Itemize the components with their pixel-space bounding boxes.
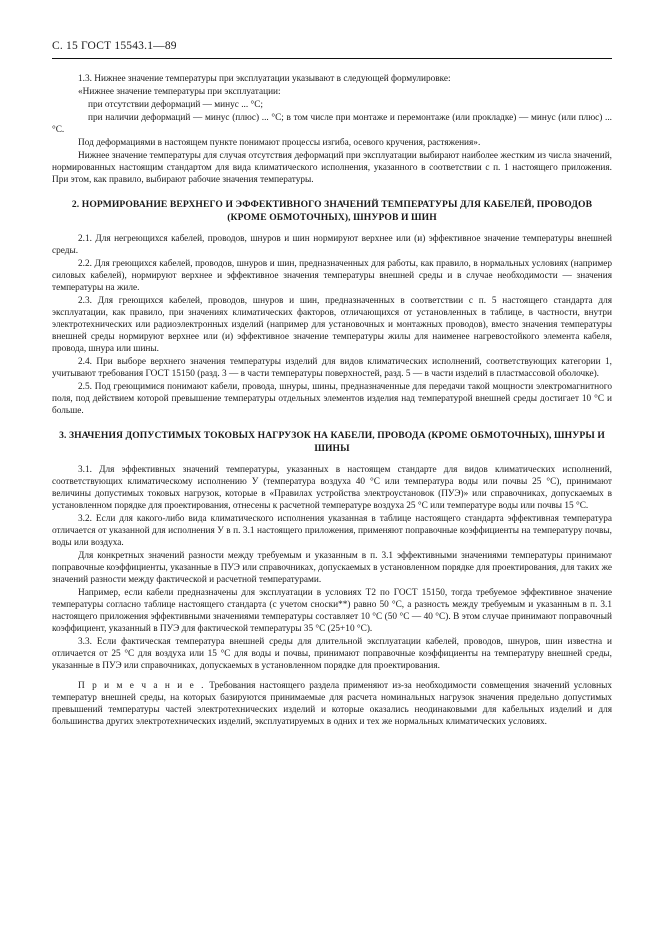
note-paragraph [52,680,612,728]
paragraph-2-1: 2.1. Для негреющихся кабелей, проводов, шнуров и шин нормируют верхнее или (и) эффективное значение температуры внешней среды. [52,234,612,256]
page-header: С. 15 ГОСТ 15543.1—89 [52,40,177,52]
paragraph-3-3: 3.3. Если фактическая температура внешней среды для длительной эксплуатации кабелей, проводов, шнуров, шин известна и отличается от 25 °С для воздуха или 15 °С для воды и почвы, принимают поправочные коэффициенты на температуру внешней среды, указанные в ПУЭ или справочниках, допускаемых в установленном порядке для проектирования. [52,637,612,671]
paragraph-3-1: 3.1. Для эффективных значений температуры, указанных в настоящем стандарте для видов климатических исполнений, соответствующих климатическому исполнению У (температура воздуха 40 °С или температура воды или почвы 25 °С), принимают величины допустимых токовых нагрузок, которые в «Правилах устройства электроустановок (ПУЭ)» или справочниках, допускаемых в установленном порядке для проектирования, отнесены к расчетной температуре воздуха 25 °С или температуре воды или почвы 15 °С. [52,465,612,511]
header-divider [52,58,612,59]
paragraph-1-3-withdeform: при наличии деформаций — минус (плюс) ... °С; в том числе при монтаже и перемонтаже (или прокладке) — минус (или плюс) ... °С. [52,113,612,135]
paragraph-3-2-example: Например, если кабели предназначены для эксплуатации в условиях Т2 по ГОСТ 15150, тогда требуемое эффективное значение температуры согласно таблице настоящего стандарта (с учетом сноски**) равно 50 °С, а разность между требуемым и указанным в п. 3.1 настоящего приложения эффективными значениями температуры составляет 10 °С (50 °С — 40 °С). В этом случае принимают поправочный коэффициент, указанный в ПУЭ для фактической температуры 35 °С (25+10 °С). [52,588,612,634]
paragraph-3-2-detail: Для конкретных значений разности между требуемым и указанным в п. 3.1 эффективными значениями температуры принимают поправочные коэффициенты, указанные в ПУЭ или справочниках, допускаемых в установленном порядке для проектирования, для таких же значений разности между фактической и расчетной температурами. [52,551,612,585]
paragraph-1-3-nodeform: при отсутствии деформаций — минус ... °С; [88,100,264,110]
paragraph-1-3-deform-def: Под деформациями в настоящем пункте понимают процессы изгиба, осевого кручения, растяжения». [78,138,481,148]
paragraph-2-4: 2.4. При выборе верхнего значения температуры изделий для видов климатических исполнений, соответствующих категории 1, учитывают требования ГОСТ 15150 (разд. 3 — в части температуры поверхностей, разд. 5 — в части изделий в пластмассовой оболочке). [52,357,612,379]
page-content [52,40,612,729]
paragraph-2-3: 2.3. Для греющихся кабелей, проводов, шнуров и шин, предназначенных в соответствии с п. 5 настоящего стандарта для эксплуатации, как правило, при значениях климатических факторов, отличающихся от установленных в таблице, в частности, внутри электротехнических или радиоэлектронных изделий (например для установочных и монтажных проводов), вместо значения температуры внешней среды нормируют верхнее или (и) эффективное значение температуры жилы для наименее нагревостойкого элемента кабеля, провода, шнура или шины. [52,296,612,354]
paragraph-1-3-selection: Нижнее значение температуры для случая отсутствия деформаций при эксплуатации выбирают наиболее жестким из числа значений, нормированных настоящим стандартом для вида климатического исполнения, указанного в соответствии с п. 1 настоящего приложения. При этом, как правило, выбирают рабочие значения температуры. [52,151,612,185]
paragraph-1-3-intro: 1.3. Нижнее значение температуры при эксплуатации указывают в следующей формулировке: [78,74,451,84]
paragraph-1-3-quote: «Нижнее значение температуры при эксплуатации: [78,87,281,97]
note-label: П р и м е ч а н и е . [78,681,206,691]
section-heading-3: 3. ЗНАЧЕНИЯ ДОПУСТИМЫХ ТОКОВЫХ НАГРУЗОК НА КАБЕЛИ, ПРОВОДА (КРОМЕ ОБМОТОЧНЫХ), ШНУРЫ И ШИНЫ [59,430,605,454]
paragraph-3-2: 3.2. Если для какого-либо вида климатического исполнения указанная в таблице настоящего стандарта эффективная температура отличается от указанной для исполнения У в п. 3.1 настоящего приложения, применяют поправочные коэффициенты на температуру почвы, воды или воздуха. [52,514,612,548]
paragraph-2-5: 2.5. Под греющимися понимают кабели, провода, шнуры, шины, предназначенные для передачи такой мощности электромагнитного поля, под действием которой превышение температуры отдельных элементов изделия над температурой внешней среды достигает 10 °С и больше. [52,382,612,416]
note-text: Требования настоящего раздела применяют из-за необходимости совмещения значений условных температур внешней среды, на которых базируются принимаемые для расчета номинальных нагрузок значения предельно допустимых превышений температуры частей электротехнических изделий и которые оказались неодинаковыми для кабельных изделий и для большинства других электротехнических изделий, эксплуатируемых в одних и тех же нормальных климатических условиях. [52,681,612,727]
paragraph-2-2: 2.2. Для греющихся кабелей, проводов, шнуров и шин, предназначенных для работы, как правило, в нормальных условиях (например силовых кабелей), нормируют верхнее и эффективное значения температуры внешней среды и в случае необходимости — значения температуры на жиле. [52,259,612,293]
section-heading-2: 2. НОРМИРОВАНИЕ ВЕРХНЕГО И ЭФФЕКТИВНОГО ЗНАЧЕНИЙ ТЕМПЕРАТУРЫ ДЛЯ КАБЕЛЕЙ, ПРОВОДОВ (КРОМЕ ОБМОТОЧНЫХ), ШНУРОВ И ШИН [71,199,593,223]
